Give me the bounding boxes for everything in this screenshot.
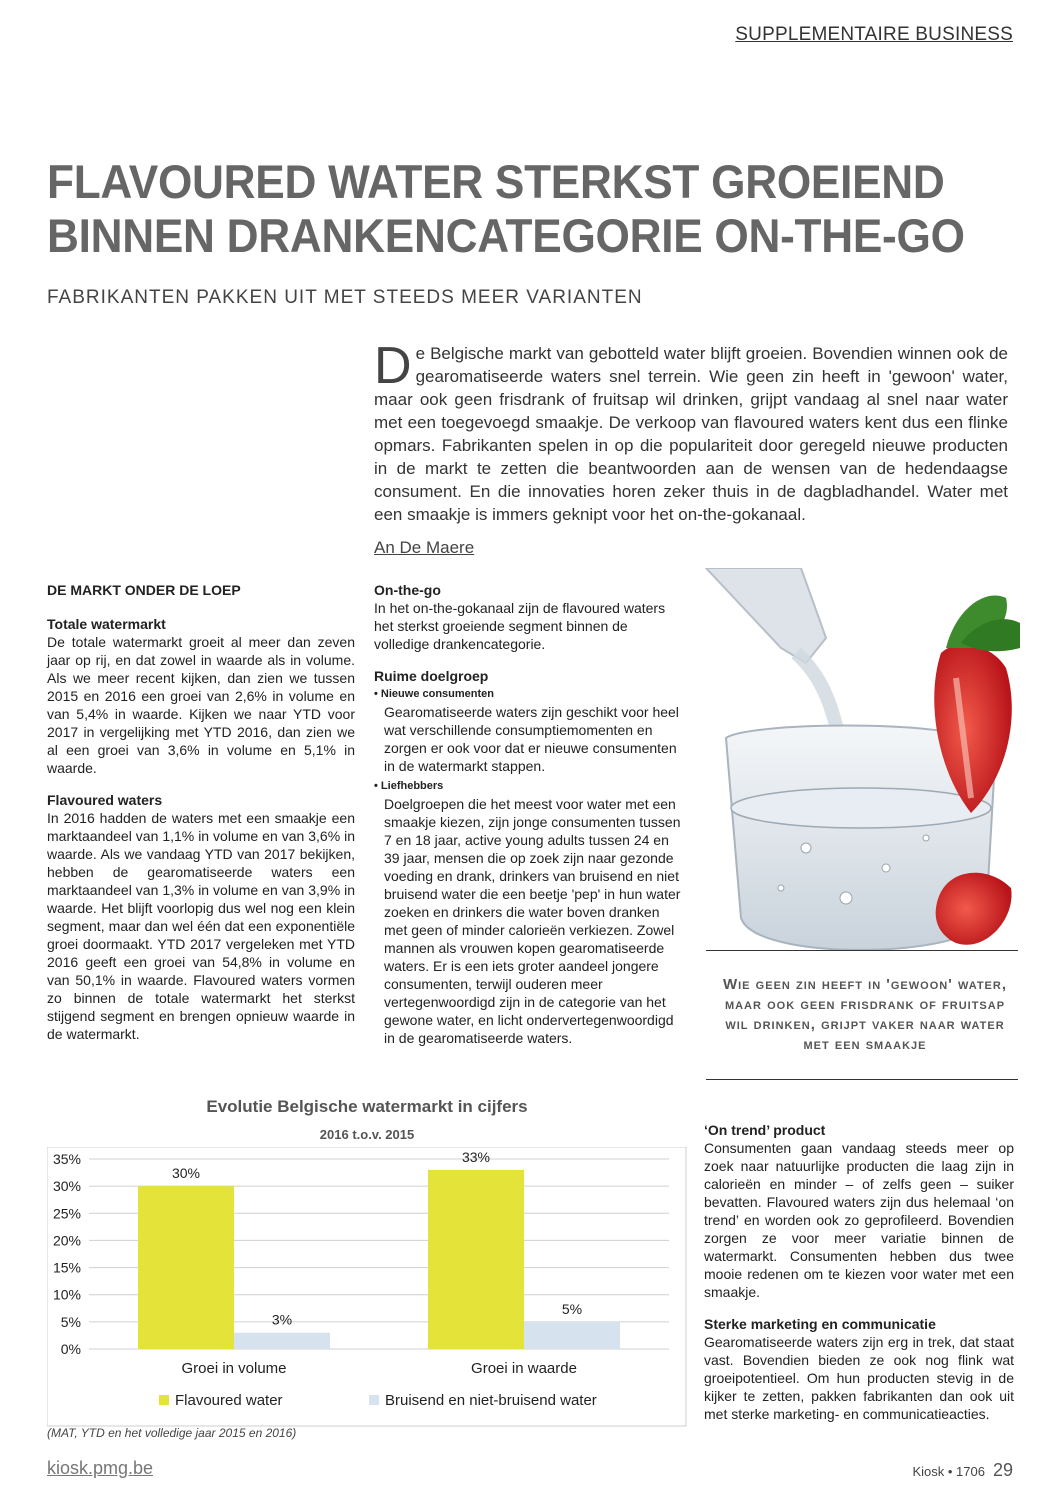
bullet-fans: [374, 777, 686, 795]
bullet-icon: •: [374, 780, 378, 792]
bar: [428, 1170, 524, 1349]
section-heading: DE MARKT ONDER DE LOEP: [47, 582, 241, 598]
subheading-marketing: Sterke marketing en communicatie: [704, 1316, 936, 1332]
legend-swatch: [369, 1395, 379, 1405]
column-3: [704, 1121, 1014, 1437]
paragraph-marketing: Gearomatiseerde waters zijn erg in trek, dat staat vast. Bovendien bieden ze ook nog flink wat groeipotentieel. Om hun producten stevig in de kijker te zetten, pakken fabrikanten dan ook uit met sterke marketing- en communicatieacties.: [704, 1334, 1014, 1422]
y-tick-label: 10%: [52, 1286, 81, 1303]
x-tick-label: Groei in volume: [181, 1360, 287, 1377]
bullet-text-fans: Doelgroepen die het meest voor water met een smaakje kiezen, zijn jonge consumenten tussen 7 en 18 jaar, active young adults tussen 24 en 39 jaar, mensen die op zoek zijn naar gezonde voeding en drank, drinkers van bruisend en niet bruisend water die een beetje 'pep' in hun water zoeken en drinkers die water boven dranken met geen of minder calorieën verkiezen. Zowel mannen als vrouwen kopen gearomatiseerde waters. Er is een iets groter aandeel jongere consumenten, terwijl ouderen meer vertegenwoordigd zijn in de categorie van het gewone water, en licht ondervertegenwoordigd in de gearomatiseerde waters.: [384, 796, 681, 1046]
bullet-new-consumers: [374, 685, 686, 703]
article-title: [47, 155, 968, 263]
y-tick-label: 15%: [52, 1259, 81, 1276]
column-2: [374, 581, 686, 1049]
article-intro: [374, 337, 1008, 526]
paragraph-total-market: De totale watermarkt groeit al meer dan zeven jaar op rij, en dat zowel in waarde als in volume. Als we meer recent kijken, dan zien we tussen 2015 en 2016 een groei van 2,6% in volume en van 5,4% in waarde. Kijken we naar YTD voor 2017 in vergelijking met YTD 2016, dan zien we al een groei van 3,6% in volume en 5,1% in waarde.: [47, 634, 355, 776]
y-tick-label: 20%: [52, 1232, 81, 1249]
footer-issue: Kiosk • 1706: [912, 1464, 985, 1479]
paragraph-on-the-go: In het on-the-gokanaal zijn de flavoured waters het sterkst groeiende segment binnen de volledige drankencategorie.: [374, 600, 666, 652]
intro-text: e Belgische markt van gebotteld water blijft groeien. Bovendien winnen ook de gearomatiseerde waters snel terrein. Wie geen zin heeft in 'gewoon' water, maar ook geen frisdrank of fruitsap wil drinken, grijpt vandaag al snel naar water met een toegevoegd smaakje. De verkoop van flavoured waters kent dus een flinke opmars. Fabrikanten spelen in op die populariteit door geregeld nieuwe producten in de markt te zetten die beantwoorden aan de wensen van de hedendaagse consument. En die innovaties horen zeker thuis in de dagbladhandel. Water met een smaakje is immers geknipt voor het on-the-gokanaal.: [374, 344, 1008, 524]
bullet-title: Nieuwe consumenten: [380, 688, 494, 700]
footer-site-link[interactable]: kiosk.pmg.be: [47, 1458, 154, 1478]
subheading-on-the-go: On-the-go: [374, 582, 441, 598]
data-label: 5%: [561, 1300, 583, 1317]
title-line-1: FLAVOURED WATER STERKST GROEIEND: [47, 155, 945, 208]
bar: [234, 1333, 330, 1349]
y-tick-label: 25%: [52, 1205, 81, 1222]
y-tick-label: 0%: [60, 1341, 81, 1357]
article-subtitle: FABRIKANTEN PAKKEN UIT MET STEEDS MEER VARIANTEN: [47, 287, 643, 308]
y-tick-label: 35%: [52, 1151, 81, 1167]
bar-chart: [47, 1097, 687, 1427]
data-label: 33%: [461, 1148, 491, 1165]
author-link[interactable]: An De Maere: [374, 538, 475, 557]
y-tick-label: 30%: [52, 1178, 81, 1195]
water-strawberry-photo: [686, 568, 1020, 968]
paragraph-flavoured-waters: In 2016 hadden de waters met een smaakje een marktaandeel van 1,1% in volume en van 3,6% in waarde. Als we vandaag YTD van 2017 bekijken, hebben de gearomatiseerde waters een marktaandeel van 1,3% in volume en van 3,9% in waarde. Het blijft voorlopig dus wel nog een klein segment, maar dan wel één dat een exponentiële groei doormaakt. YTD 2017 vergeleken met YTD 2016 geeft een groei van 54,8% in volume en van 50,1% in waarde. Flavoured waters vormen zo binnen de totale watermarkt het sterkst stijgend segment en brengen opnieuw waarde in de watermarkt.: [47, 810, 355, 1042]
bar: [138, 1186, 234, 1349]
section-tag: SUPPLEMENTAIRE BUSINESS: [735, 24, 1013, 45]
bullet-icon: •: [374, 688, 378, 700]
subheading-total-market: Totale watermarkt: [47, 616, 166, 632]
subheading-flavoured-waters: Flavoured waters: [47, 792, 163, 808]
x-tick-label: Groei in waarde: [471, 1360, 577, 1377]
legend-label: Bruisend en niet-bruisend water: [385, 1392, 597, 1409]
chart-note: (MAT, YTD en het volledige jaar 2015 en 2016): [47, 1426, 297, 1440]
column-1: [47, 581, 355, 1057]
quote-rule-bottom: [706, 1079, 1018, 1080]
chart-title: Evolutie Belgische watermarkt in cijfers: [206, 1097, 528, 1116]
page-number: 29: [992, 1460, 1013, 1480]
bar: [524, 1322, 620, 1349]
bullet-title: Liefhebbers: [380, 780, 444, 792]
footer-page-info: [912, 1460, 1013, 1481]
photo-illustration: [686, 568, 1020, 968]
subheading-on-trend: ‘On trend’ product: [704, 1122, 826, 1138]
quote-rule-top: [706, 950, 1018, 951]
paragraph-on-trend: Consumenten gaan vandaag steeds meer op zoek naar natuurlijke producten die laag zijn in calorieën en minder – of zelfs geen – suiker bevatten. Flavoured waters zijn dus helemaal ‘on trend’ en worden ook zo geprofileerd. Bovendien zorgen ze voor meer variatie binnen de watermarkt. Consumenten hebben dus twee mooie redenen om te kiezen voor water met een smaakje.: [704, 1140, 1014, 1300]
pull-quote: Wie geen zin heeft in 'gewoon' water, maar ook geen frisdrank of fruitsap wil drinken, grijpt vaker naar water met een smaakje: [722, 976, 1008, 1053]
legend-swatch: [159, 1395, 169, 1405]
subheading-target-group: Ruime doelgroep: [374, 668, 489, 684]
drop-cap: D: [374, 337, 412, 395]
title-line-2: BINNEN DRANKENCATEGORIE ON-THE-GO: [47, 209, 965, 262]
y-tick-label: 5%: [60, 1313, 81, 1330]
bullet-text-new-consumers: Gearomatiseerde waters zijn geschikt voor heel wat verschillende consumptiemomenten en zorgen er ook voor dat er nieuwe consumenten in de watermarkt stappen.: [384, 704, 679, 774]
chart-subtitle: 2016 t.o.v. 2015: [319, 1127, 415, 1142]
data-label: 30%: [171, 1165, 201, 1182]
chart-plot: [47, 1147, 687, 1427]
data-label: 3%: [271, 1311, 293, 1328]
legend-label: Flavoured water: [175, 1392, 283, 1409]
